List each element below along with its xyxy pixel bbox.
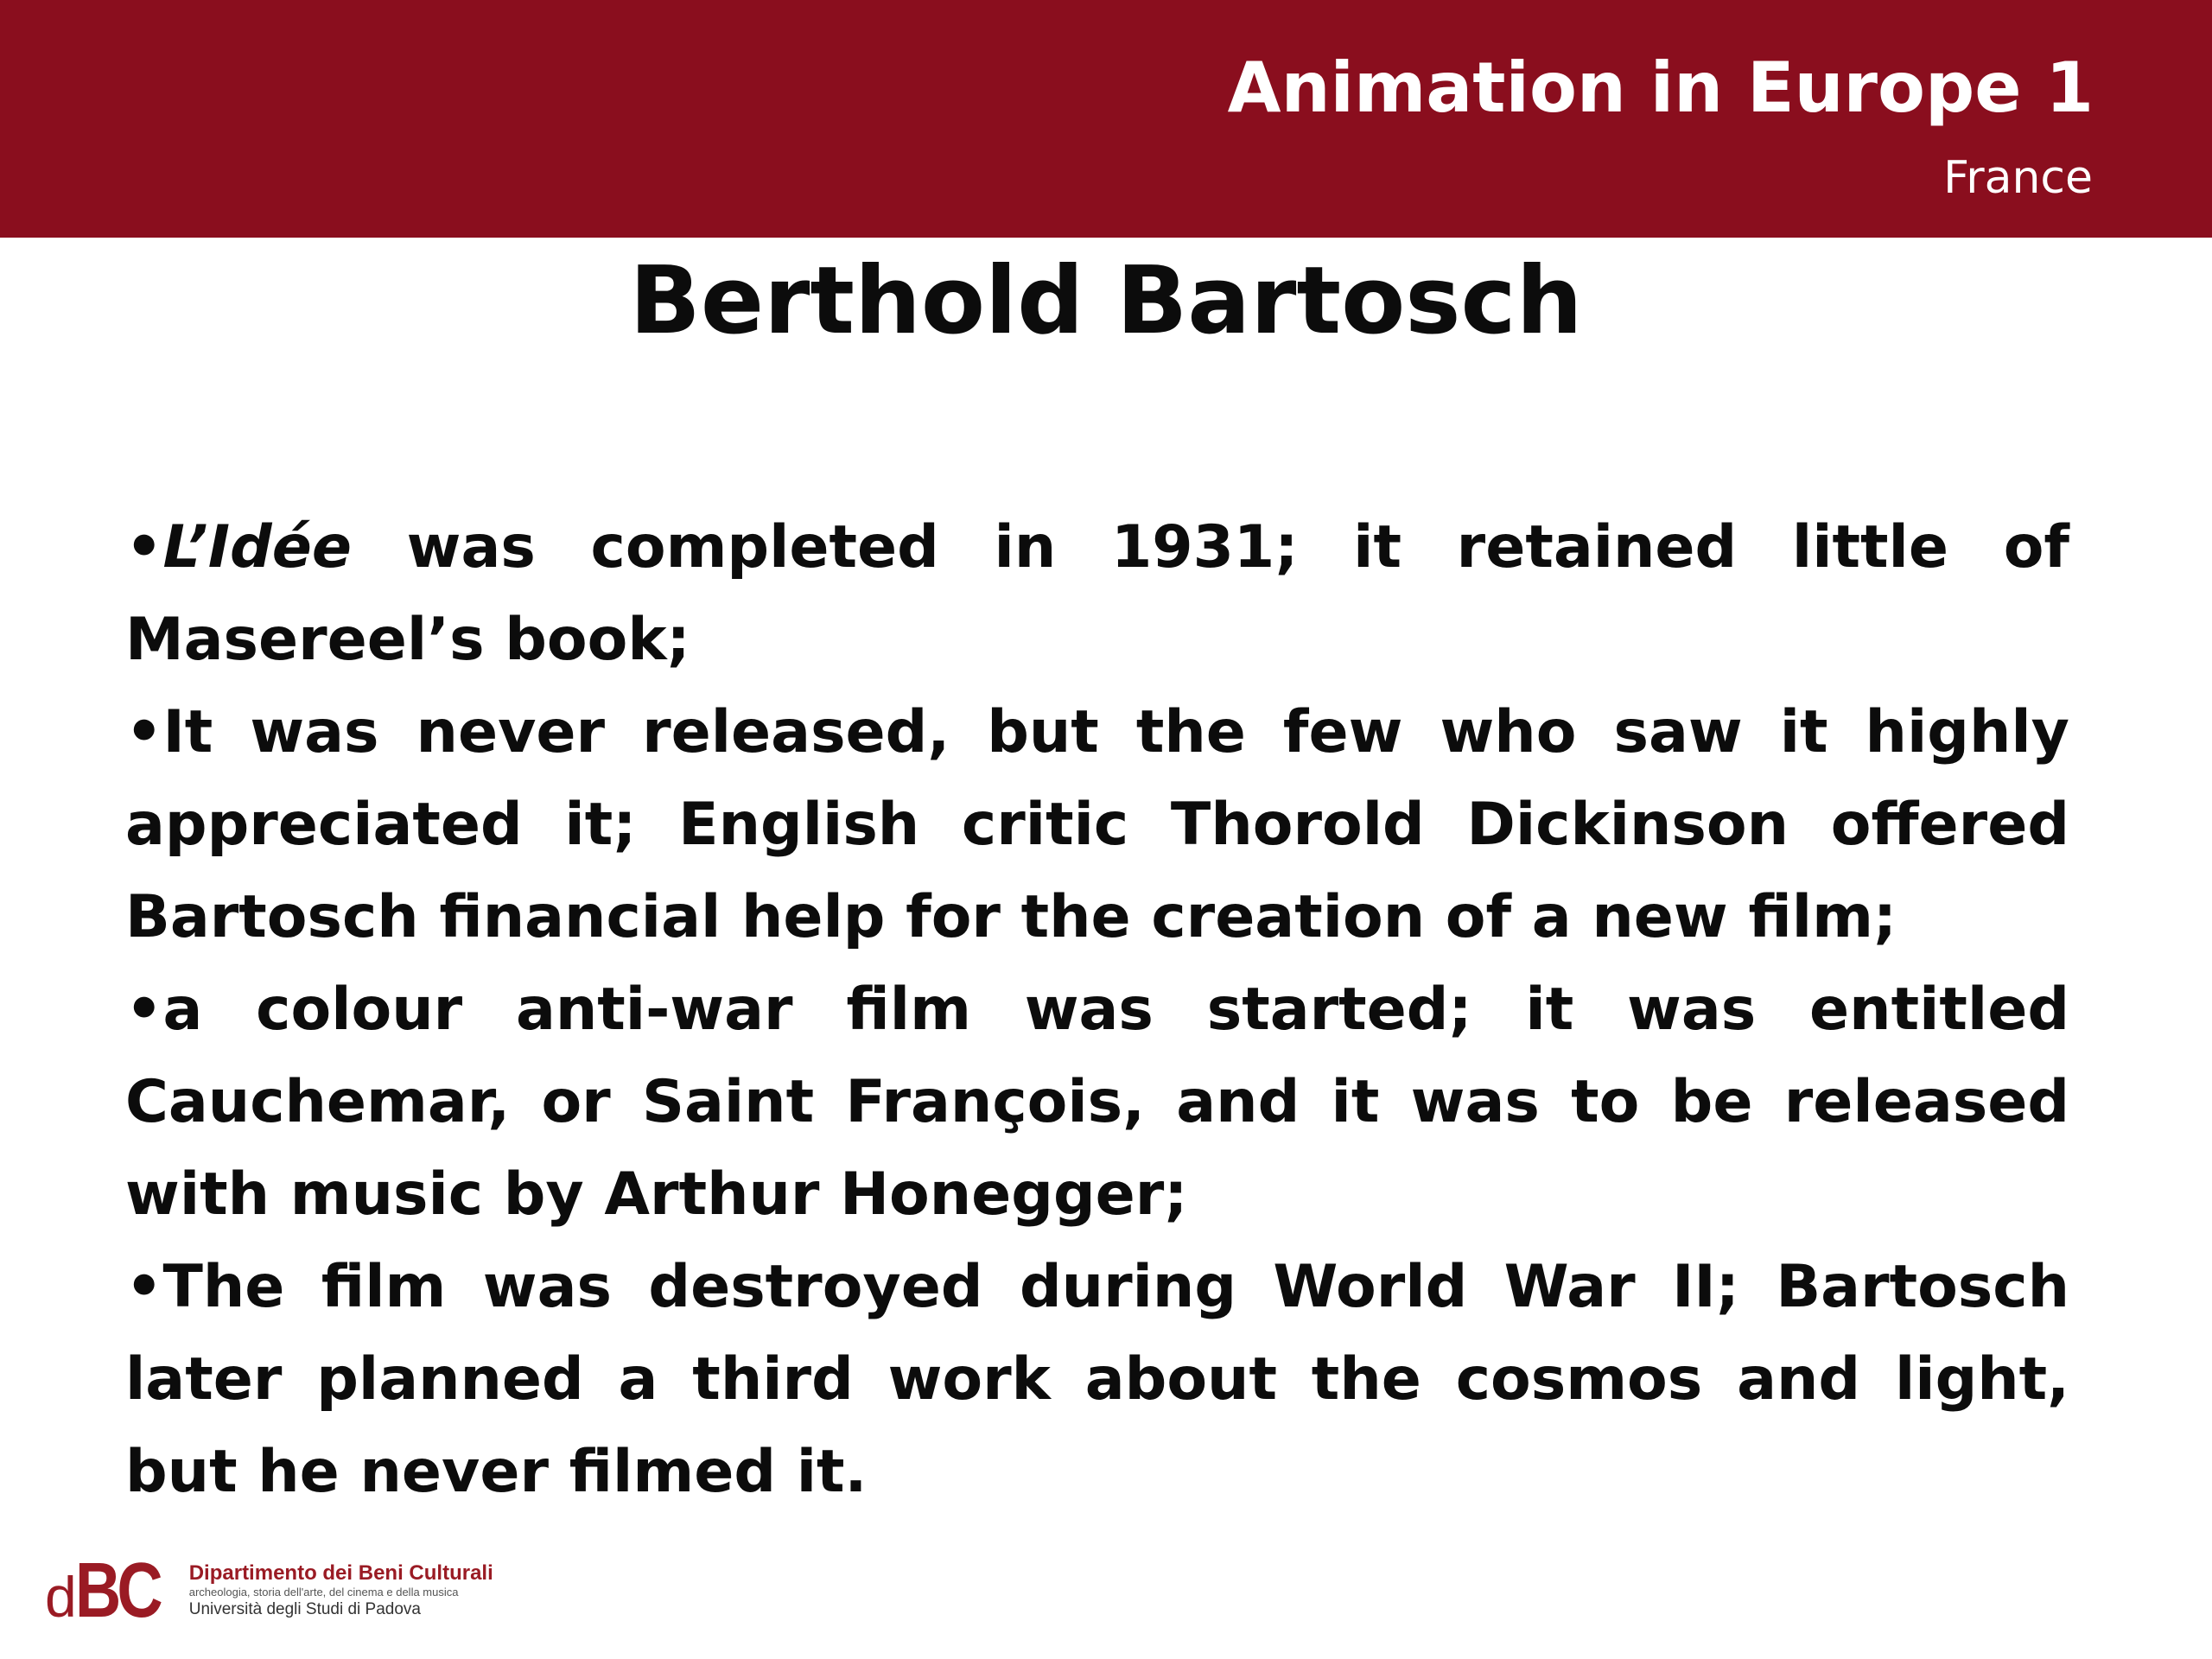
bullet-text: The film was destroyed during World War II; Bartosch later planned a third work about the cosmos and light, but he never filmed it. [125, 1253, 2069, 1506]
department-logo [45, 1548, 493, 1634]
logo-letters-bc: BC [74, 1548, 159, 1634]
bullet-list [125, 501, 2069, 1518]
bullet-marker: • [125, 976, 163, 1044]
bullet-text: a colour anti-war film was started; it was entitled Cauchemar, or Saint François, and it was to be released with music by Arthur Honegger; [125, 976, 2069, 1229]
bullet-marker: • [125, 698, 163, 766]
course-title: Animation in Europe 1 [1227, 48, 2094, 128]
logo-text [189, 1561, 493, 1619]
bullet-item [125, 686, 2069, 963]
bullet-text: was completed in 1931; it retained little of Masereel’s book; [125, 513, 2069, 674]
bullet-text: It was never released, but the few who saw it highly appreciated it; English critic Thorold Dickinson offered Bartosch financial help for the creation of a new film; [125, 698, 2069, 951]
dbc-logo-mark [45, 1548, 177, 1634]
course-subtitle: France [1943, 152, 2093, 204]
bullet-item [125, 1241, 2069, 1518]
department-name: Dipartimento dei Beni Culturali [188, 1561, 493, 1586]
bullet-marker: • [125, 1253, 163, 1321]
university-name: Università degli Studi di Padova [188, 1599, 421, 1618]
film-title: L’Idée [162, 513, 352, 582]
bullet-item [125, 963, 2069, 1241]
logo-letter-d: d [45, 1565, 75, 1629]
department-fields: archeologia, storia dell'arte, del cinema e della musica [188, 1585, 459, 1599]
bullet-item [125, 501, 2069, 686]
header-band [0, 0, 2212, 238]
slide-title: Berthold Bartosch [629, 247, 1583, 355]
bullet-marker: • [125, 513, 163, 582]
